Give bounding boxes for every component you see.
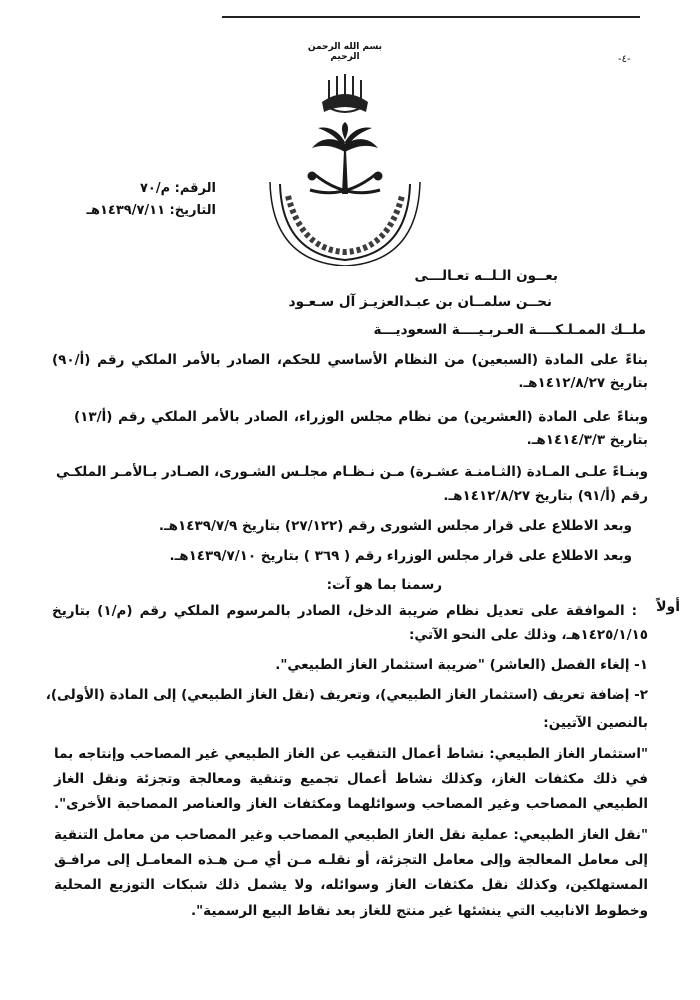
saudi-emblem-logo [262,66,428,266]
first-article-line: : الموافقة على تعديل نظام ضريبة الدخل، الصادر بالمرسوم الملكي رقم (م/١) بتاريخ [52,603,637,619]
definition-two-line: "نقل الغاز الطبيعي: عملية نقل الغاز الطبيعي المصاحب وغير المصاحب من معامل التنقية [54,827,648,843]
item-two-line: ٢- إضافة تعريف (استثمار الغاز الطبيعي)، وتعريف (نقل الغاز الطبيعي) إلى المادة (الأولى)، [45,687,648,703]
preamble-line: بتاريخ ١٤١٤/٣/٣هـ. [526,432,648,448]
opening-king-name: نحــن سلمــان بن عبـدالعزيـز آل سـعـود [288,294,552,310]
preamble-line: وبنـاءً علـى المـادة (الثـامنـة عشـرة) مـن نـظـام مجلـس الشـورى، الصـادر بـالأمـر الملكـي [56,464,648,480]
reference-block [16,178,216,222]
item-two-line: بالنصين الآتيين: [543,715,648,731]
preamble-line: بناءً على المادة (السبعين) من النظام الأساسي للحكم، الصادر بالأمر الملكي رقم (أ/٩٠) [52,352,648,368]
decree-intro: رسمنا بما هو آت: [326,577,442,593]
item-one: ١- إلغاء الفصل (العاشر) "ضريبة استثمار الغاز الطبيعي". [275,657,648,673]
emblem-arch [270,182,420,266]
definition-two-line: المستهلكين، وكذلك نقل مكثفات الغاز وسوائله، ولا يشمل ذلك شبكات التوزيع المحلية [54,877,648,893]
top-rule [222,16,640,18]
first-article-label: أولاً [656,599,680,615]
first-article-line: ١٤٢٥/١/١٥هـ، وذلك على النحو الآتي: [408,627,648,643]
definition-one-line: "استثمار الغاز الطبيعي: نشاط أعمال التنقيب عن الغاز الطبيعي غير المصاحب وإنتاجه بما [54,746,648,762]
preamble-line: وبناءً على المادة (العشرين) من نظام مجلس الوزراء، الصادر بالأمر الملكي رقم (أ/١٣) [74,409,648,425]
reference-number: الرقم: م/٧٠ [139,181,216,196]
opening-invocation: بعــون الـلــه تعـالـــى [414,268,558,284]
opening-king-title: ملــك الممـلـكــــة العـربـيــــة السعوديـــة [373,322,646,338]
definition-one-line: في ذلك مكثفات الغاز، وكذلك نشاط أعمال تجميع وتنقية ومعالجة وتجزئة ونقل الغاز [54,771,648,787]
definition-two-line: وخطوط الانابيب التي ينشئها غير منتج للغاز بعد نقاط البيع الرسمية". [191,903,648,919]
palm-tree-icon [312,122,378,194]
preamble-line: وبعد الاطلاع على قرار مجلس الشورى رقم (٢٧/١٢٢) بتاريخ ١٤٣٩/٧/٩هـ. [158,518,632,534]
definition-one-line: الطبيعي المصاحب وغير المصاحب وسوائلهما ومكثفات الغاز والعناصر المصاحبة الأخرى". [54,796,648,812]
preamble-line: بتاريخ ١٤١٢/٨/٢٧هـ. [518,375,648,391]
preamble-line: رقم (أ/٩١) بتاريخ ١٤١٢/٨/٢٧هـ. [443,488,648,504]
reference-date: التاريخ: ١٤٣٩/٧/١١هـ [86,203,216,218]
shahada-calligraphy [322,74,368,112]
page-number: -٤- [618,54,631,65]
preamble-line: وبعد الاطلاع على قرار مجلس الوزراء رقم ( ٣٦٩ ) بتاريخ ١٤٣٩/٧/١٠هـ. [169,548,632,564]
basmala-calligraphy: بسم الله الرحمن الرحيم [307,42,383,62]
definition-two-line: إلى معامل المعالجة وإلى معامل التجزئة، أو نقلـه مـن أي مـن هـذه المعامـل إلى مرافـق [54,852,648,868]
